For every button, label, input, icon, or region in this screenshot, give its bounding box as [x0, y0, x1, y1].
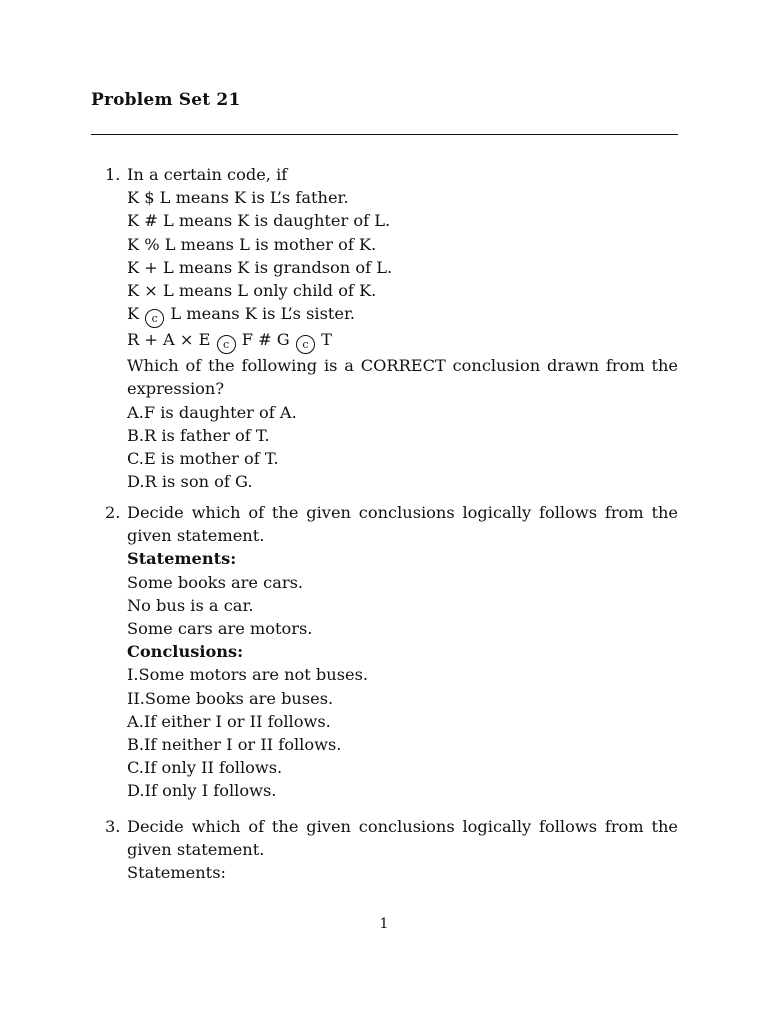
problem-question: Decide which of the given conclusions logically follows from the given statement. — [127, 503, 678, 546]
code-rule: K × L means L only child of K. — [127, 281, 377, 301]
problem-body — [127, 815, 678, 885]
code-rule-post: L means K is L’s sister. — [170, 304, 356, 324]
problem-number: 1. — [105, 165, 121, 184]
circled-c-symbol: c — [217, 335, 236, 354]
conclusion: II.Some books are buses. — [127, 688, 334, 708]
code-rule: K % L means L is mother of K. — [127, 234, 377, 254]
problem-body — [127, 163, 678, 493]
problem-question: Which of the following is a CORRECT conclusion drawn from the expression? — [127, 356, 678, 399]
conclusions-heading: Conclusions: — [127, 642, 244, 662]
code-expression — [127, 328, 678, 354]
problem-body — [127, 501, 678, 803]
code-rule: K # L means K is daughter of L. — [127, 211, 391, 231]
problem-number: 3. — [105, 817, 121, 836]
circled-c-symbol: c — [145, 309, 164, 328]
circled-c-symbol: c — [296, 335, 315, 354]
code-rule: K + L means K is grandson of L. — [127, 257, 393, 277]
problem-number: 2. — [105, 503, 121, 522]
expression-part: R + A × E — [127, 330, 211, 350]
conclusion: I.Some motors are not buses. — [127, 665, 369, 685]
page-title: Problem Set 21 — [91, 90, 241, 110]
statement: No bus is a car. — [127, 595, 254, 615]
page-number: 1 — [379, 916, 389, 932]
answer-option: A.If either I or II follows. — [127, 711, 331, 731]
statements-heading: Statements: — [127, 863, 226, 883]
problem-intro: In a certain code, if — [127, 165, 288, 184]
answer-option: B.R is father of T. — [127, 425, 270, 445]
problem-1 — [105, 163, 678, 493]
answer-option: A.F is daughter of A. — [127, 402, 297, 422]
answer-option: B.If neither I or II follows. — [127, 735, 342, 755]
problem-3 — [105, 815, 678, 885]
code-rule-pre: K — [127, 304, 140, 324]
answer-option: C.E is mother of T. — [127, 449, 279, 469]
statement: Some books are cars. — [127, 572, 304, 592]
answer-option: D.R is son of G. — [127, 472, 253, 492]
code-rule: K $ L means K is L’s father. — [127, 188, 349, 208]
code-rule-sister — [127, 302, 678, 328]
expression-part: F # G — [241, 330, 290, 350]
answer-option: D.If only I follows. — [127, 781, 277, 801]
problem-question: Decide which of the given conclusions logically follows from the given statement. — [127, 817, 678, 860]
answer-option: C.If only II follows. — [127, 758, 283, 778]
problem-2 — [105, 501, 678, 803]
title-rule — [91, 134, 678, 135]
statements-heading: Statements: — [127, 549, 237, 569]
statement: Some cars are motors. — [127, 619, 313, 639]
expression-part: T — [321, 330, 332, 350]
